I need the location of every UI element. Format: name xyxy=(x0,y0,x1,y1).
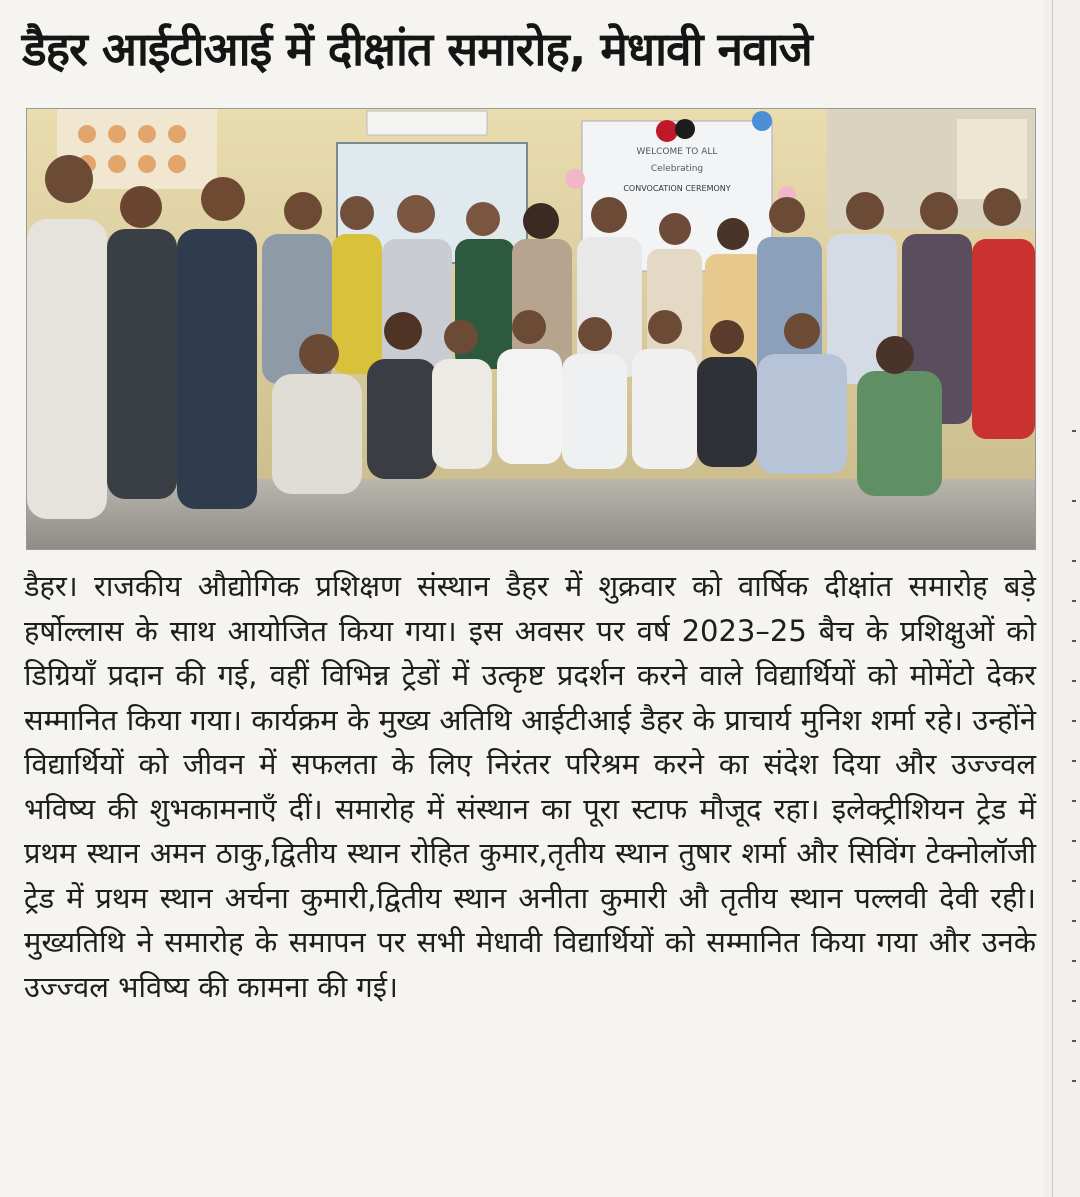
column-divider xyxy=(1052,0,1053,1197)
edge-mark xyxy=(1072,430,1076,432)
edge-mark xyxy=(1072,720,1076,722)
edge-mark xyxy=(1072,600,1076,602)
edge-mark xyxy=(1072,1080,1076,1082)
edge-mark xyxy=(1072,1000,1076,1002)
adjacent-column-edge xyxy=(1044,0,1080,1197)
edge-mark xyxy=(1072,1040,1076,1042)
edge-mark xyxy=(1072,920,1076,922)
banner-line2: Celebrating xyxy=(650,164,704,174)
edge-mark xyxy=(1072,680,1076,682)
banner-line3: CONVOCATION CEREMONY xyxy=(623,184,731,193)
photo-illustration xyxy=(27,109,1035,549)
banner-line1: WELCOME TO ALL xyxy=(636,147,718,157)
edge-mark xyxy=(1072,640,1076,642)
edge-mark xyxy=(1072,560,1076,562)
article-body xyxy=(24,564,1036,1009)
edge-mark xyxy=(1072,840,1076,842)
edge-mark xyxy=(1072,960,1076,962)
edge-mark xyxy=(1072,760,1076,762)
group-photo xyxy=(26,108,1036,550)
edge-mark xyxy=(1072,500,1076,502)
edge-mark xyxy=(1072,880,1076,882)
headline: डैहर आईटीआई में दीक्षांत समारोह, मेधावी नवाजे xyxy=(22,22,812,76)
article-paragraph: डैहर। राजकीय औद्योगिक प्रशिक्षण संस्थान डैहर में शुक्रवार को वार्षिक दीक्षांत समारोह बड़े हर्षोल्लास के साथ आयोजित किया गया। इस अवसर पर वर्ष 2023–25 बैच के प्रशिक्षुओं को डिग्रियाँ प्रदान की गई, वहीं विभिन्न ट्रेडों में उत्कृष्ट प्रदर्शन करने वाले विद्यार्थियों को मोमेंटो देकर सम्मानित किया गया। कार्यक्रम के मुख्य अतिथि आईटीआई डैहर के प्राचार्य मुनिश शर्मा रहे। उन्होंने विद्यार्थियों को जीवन में सफलता के लिए निरंतर परिश्रम करने का संदेश दिया और उज्ज्वल भविष्य की शुभकामनाएँ दीं। समारोह में संस्थान का पूरा स्टाफ मौजूद रहा। इलेक्ट्रीशियन ट्रेड में प्रथम स्थान अमन ठाकु,द्वितीय स्थान रोहित कुमार,तृतीय स्थान तुषार शर्मा और सिविंग टेक्नोलॉजी ट्रेड में प्रथम स्थान अर्चना कुमारी,द्वितीय स्थान अनीता कुमारी औ तृतीय स्थान पल्लवी देवी रही। मुख्यतिथि ने समारोह के समापन पर सभी मेधावी विद्यार्थियों को सम्मानित किया गया और उनके उज्ज्वल भविष्य की कामना की गई। xyxy=(24,569,1037,1004)
edge-mark xyxy=(1072,800,1076,802)
